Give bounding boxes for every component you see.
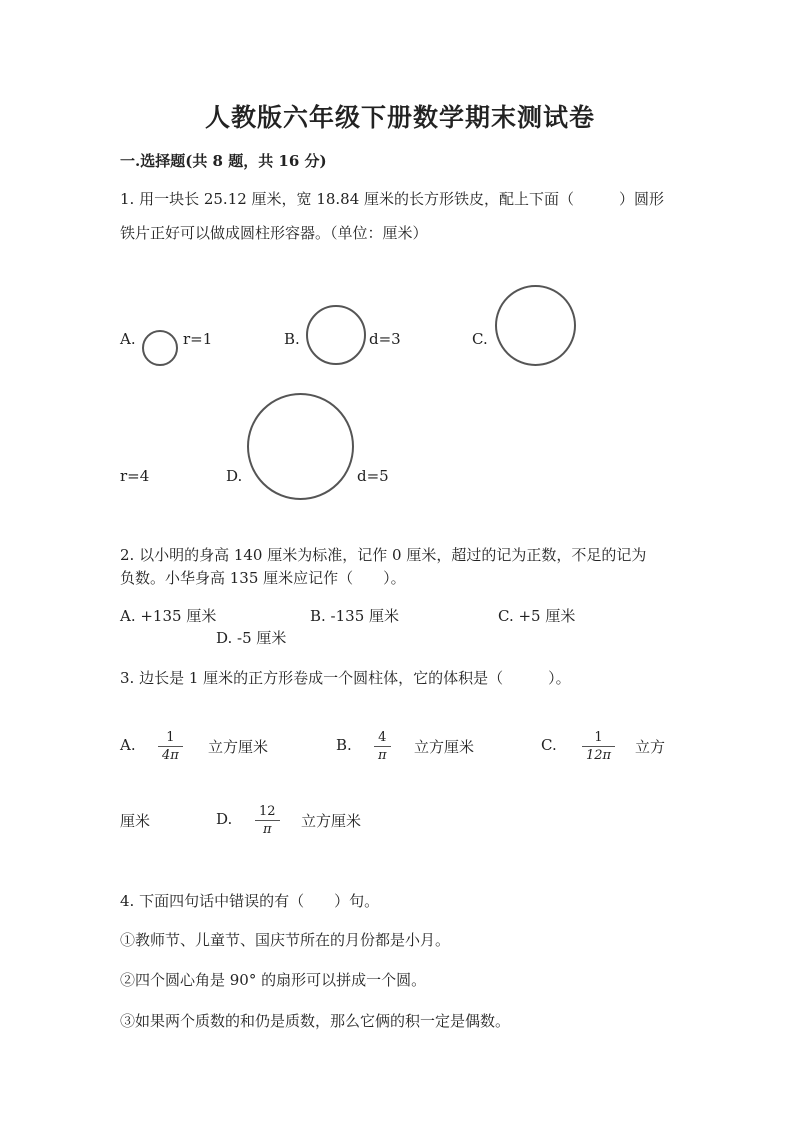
option-a-letter: A. [120,330,136,348]
option-c-label: r=4 [120,467,150,485]
q3-option-a-fraction [158,730,183,763]
question-2-text-line2: 负数。小华身高 135 厘米应记作（ ）。 [120,569,406,587]
statement-2: ②四个圆心角是 90° 的扇形可以拼成一个圆。 [120,971,427,989]
q3-option-c-letter: C. [541,736,557,754]
q3-option-c-denominator: 12π [586,748,612,763]
statement-3: ③如果两个质数的和仍是质数，那么它俩的积一定是偶数。 [120,1012,511,1030]
question-2-option-a: A. +135 厘米 [120,607,217,625]
section-heading: 一.选择题(共 8 题，共 16 分) [120,152,327,170]
q3-option-b-numerator: 4 [378,730,387,745]
option-a-circle [142,330,178,366]
question-1-text-line2: 铁片正好可以做成圆柱形容器。（单位：厘米） [120,224,428,242]
q3-option-c-unit-cont: 厘米 [120,812,151,830]
q3-option-c-numerator: 1 [594,730,603,745]
q3-option-a-unit: 立方厘米 [208,738,269,756]
option-c-circle [495,285,576,366]
question-2-option-b: B. -135 厘米 [310,607,400,625]
option-d-circle [247,393,354,500]
option-d-letter: D. [226,467,243,485]
q3-option-a-numerator: 1 [166,730,175,745]
question-2-option-d: D. -5 厘米 [216,629,287,647]
option-b-label: d=3 [369,330,401,348]
question-2-option-c: C. +5 厘米 [498,607,576,625]
q3-option-d-numerator: 12 [259,804,276,819]
q3-option-c-unit: 立方 [635,738,666,756]
option-a-label: r=1 [183,330,213,348]
q3-option-b-fraction [374,730,391,763]
q3-option-d-fraction [255,804,280,837]
question-1-text-line1: 1. 用一块长 25.12 厘米，宽 18.84 厘米的长方形铁皮，配上下面（ ）圆形 [120,190,665,208]
q3-option-b-letter: B. [336,736,352,754]
option-b-circle [306,305,366,365]
q3-option-d-letter: D. [216,810,233,828]
question-2-text-line1: 2. 以小明的身高 140 厘米为标准，记作 0 厘米，超过的记为正数，不足的记为 [120,546,647,564]
statement-1: ①教师节、儿童节、国庆节所在的月份都是小月。 [120,931,451,949]
q3-option-b-denominator: π [378,748,387,763]
page-title: 人教版六年级下册数学期末测试卷 [204,103,595,132]
q3-option-b-unit: 立方厘米 [414,738,475,756]
q3-option-c-fraction [582,730,615,763]
q3-option-d-unit: 立方厘米 [301,812,362,830]
option-d-label: d=5 [357,467,389,485]
option-c-letter: C. [472,330,488,348]
q3-option-a-letter: A. [120,736,136,754]
option-b-letter-1: B. [284,330,300,348]
question-4-text: 4. 下面四句话中错误的有（ ）句。 [120,892,380,910]
question-3-text: 3. 边长是 1 厘米的正方形卷成一个圆柱体，它的体积是（ ）。 [120,669,571,687]
q3-option-d-denominator: π [263,822,272,837]
q3-option-a-denominator: 4π [162,748,179,763]
